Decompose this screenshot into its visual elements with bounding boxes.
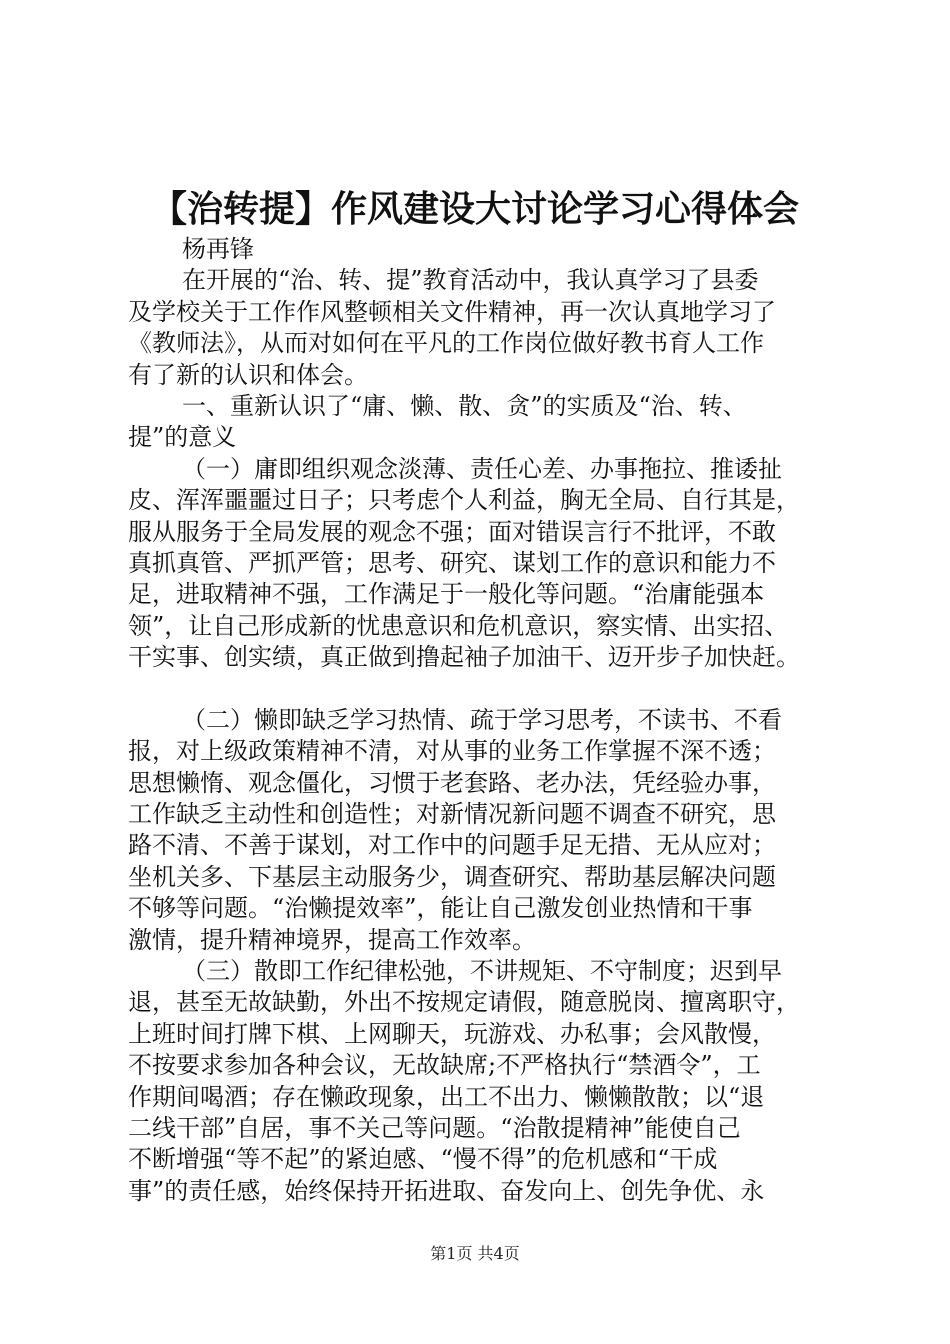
paragraph-line: 思想懒惰、观念僵化，习惯于老套路、老办法，凭经验办事， [128, 768, 776, 797]
paragraph-line: 路不清、不善于谋划，对工作中的问题手足无措、无从应对； [128, 831, 776, 860]
document-body [128, 234, 828, 1207]
paragraph-line: 二线干部”自居，事不关己等问题。“治散提精神”能使自己 [128, 1113, 741, 1142]
paragraph-line: 皮、浑浑噩噩过日子；只考虑个人利益，胸无全局、自行其是， [128, 486, 800, 515]
paragraph-line: 及学校关于工作作风整顿相关文件精神，再一次认真地学习了 [128, 297, 776, 326]
paragraph-line: 事”的责任感，始终保持开拓进取、奋发向上、创先争优、永 [128, 1176, 765, 1205]
document-title: 【治转提】作风建设大讨论学习心得体会 [150, 188, 799, 230]
paragraph-line: 不断增强“等不起”的紧迫感、“慢不得”的危机感和“干成 [128, 1145, 718, 1174]
paragraph-line: 服从服务于全局发展的观念不强；面对错误言行不批评，不敢 [128, 517, 776, 546]
blank-line [128, 673, 828, 704]
paragraph-line: 激情，提升精神境界，提高工作效率。 [128, 925, 536, 954]
paragraph-line: 足，进取精神不强，工作满足于一般化等问题。“治庸能强本 [128, 580, 765, 609]
paragraph-line: 《教师法》，从而对如何在平凡的工作岗位做好教书育人工作 [128, 329, 764, 358]
paragraph-line: （一）庸即组织观念淡薄、责任心差、办事拖拉、推诿扯 [182, 454, 782, 483]
paragraph-line: 作期间喝酒；存在懒政现象，出工不出力、懒懒散散；以“退 [128, 1082, 765, 1111]
paragraph-line: 报，对上级政策精神不清，对从事的业务工作掌握不深不透； [128, 737, 776, 766]
paragraph-line: 坐机关多、下基层主动服务少，调查研究、帮助基层解决问题 [128, 862, 776, 891]
paragraph-line: 真抓真管、严抓严管；思考、研究、谋划工作的意识和能力不 [128, 548, 776, 577]
section-heading-line: 提”的意义 [128, 423, 237, 452]
paragraph-line: 工作缺乏主动性和创造性；对新情况新问题不调查不研究，思 [128, 800, 776, 829]
paragraph-line: （三）散即工作纪律松弛，不讲规矩、不守制度；迟到早 [182, 956, 782, 985]
paragraph-line: 干实事、创实绩，真正做到撸起袖子加油干、迈开步子加快赶。 [128, 643, 800, 672]
author-line: 杨再锋 [182, 235, 254, 263]
section-heading-line: 一、重新认识了“庸、懒、散、贪”的实质及“治、转、 [182, 391, 747, 420]
paragraph-line: 在开展的“治、转、提”教育活动中，我认真学习了县委 [182, 266, 759, 295]
paragraph-line: 退，甚至无故缺勤，外出不按规定请假，随意脱岗、擅离职守， [128, 988, 800, 1017]
paragraph-line: 上班时间打牌下棋、上网聊天，玩游戏、办私事；会风散慢， [128, 1019, 776, 1048]
paragraph-line: 不够等问题。“治懒提效率”，能让自己激发创业热情和干事 [128, 894, 753, 923]
paragraph-line: 不按要求参加各种会议，无故缺席;不严格执行“禁酒令”，工 [128, 1051, 761, 1080]
paragraph-line: 有了新的认识和体会。 [128, 360, 368, 389]
page-number-footer: 第1页 共4页 [430, 1244, 520, 1263]
paragraph-line: 领”，让自己形成新的忧患意识和危机意识，察实情、出实招、 [128, 611, 789, 640]
paragraph-line: （二）懒即缺乏学习热情、疏于学习思考，不读书、不看 [182, 705, 782, 734]
